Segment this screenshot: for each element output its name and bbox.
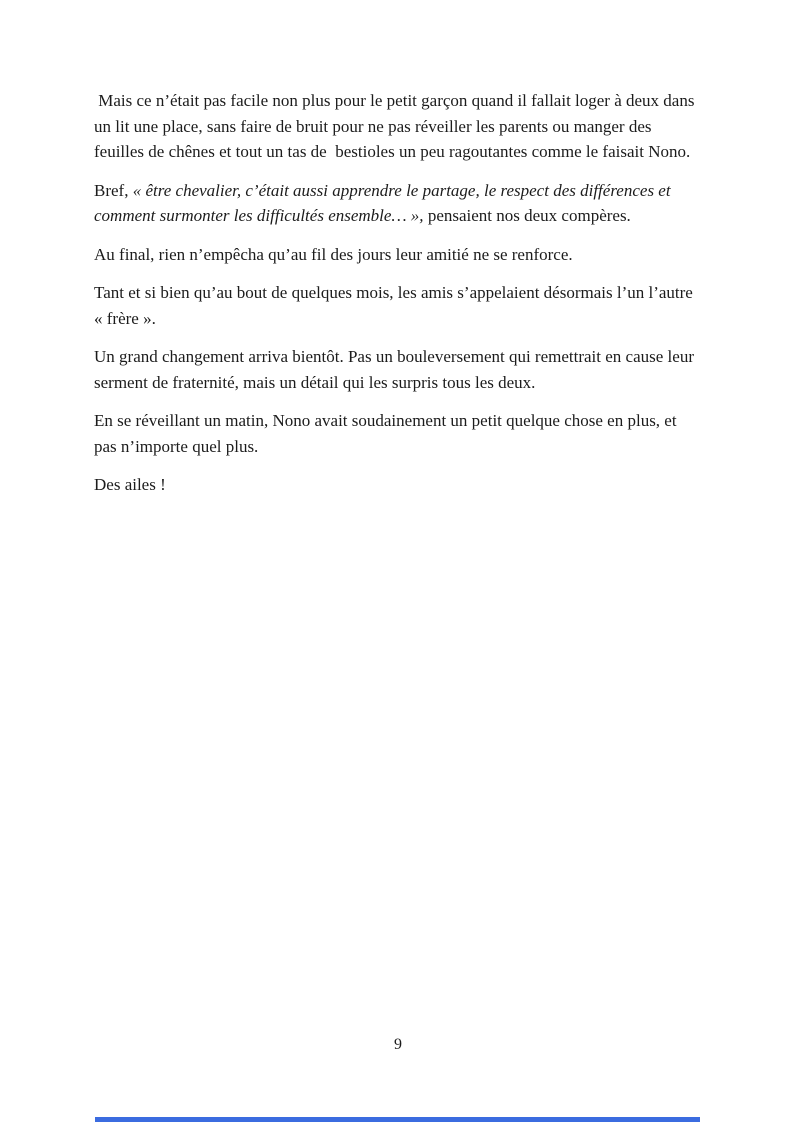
- document-page-text: [94, 88, 702, 511]
- paragraph-7: [94, 472, 702, 498]
- paragraph-5-text: Un grand changement arriva bientôt. Pas un bouleversement qui remettrait en cause leur serment de fraternité, mais un détail qui les surpris tous les deux.: [94, 347, 699, 392]
- paragraph-7-text: Des ailes !: [94, 475, 166, 494]
- paragraph-2-tail: pensaient nos deux compères.: [427, 206, 631, 225]
- paragraph-2-quote-italic: « être chevalier, c’était aussi apprendre le partage, le respect des différences et comment surmonter les difficultés ensemble… »,: [94, 180, 675, 225]
- paragraph-3-text: Au final, rien n’empêcha qu’au fil des jours leur amitié ne se renforce.: [94, 244, 573, 264]
- paragraph-5: [94, 344, 702, 395]
- footer-accent-bar: [95, 1117, 700, 1122]
- paragraph-4: [94, 280, 702, 331]
- paragraph-1: [94, 88, 702, 165]
- paragraph-2-lead: Bref,: [94, 180, 133, 200]
- paragraph-1-text: Mais ce n’était pas facile non plus pour le petit garçon quand il fallait loger à deux dans un lit une place, sans faire de bruit pour ne pas réveiller les parents ou manger des feuilles de chênes et tout un tas de bestioles un peu ragoutantes comme le faisait Nono.: [94, 91, 699, 161]
- paragraph-6-text: En se réveillant un matin, Nono avait soudainement un petit quelque chose en plus, et pas n’importe quel plus.: [94, 411, 681, 456]
- page-number: 9: [394, 1036, 402, 1053]
- paragraph-3: [94, 242, 702, 268]
- paragraph-4-text: Tant et si bien qu’au bout de quelques mois, les amis s’appelaient désormais l’un l’autre « frère ».: [94, 283, 698, 328]
- paragraph-6: [94, 408, 702, 459]
- paragraph-2: [94, 178, 702, 229]
